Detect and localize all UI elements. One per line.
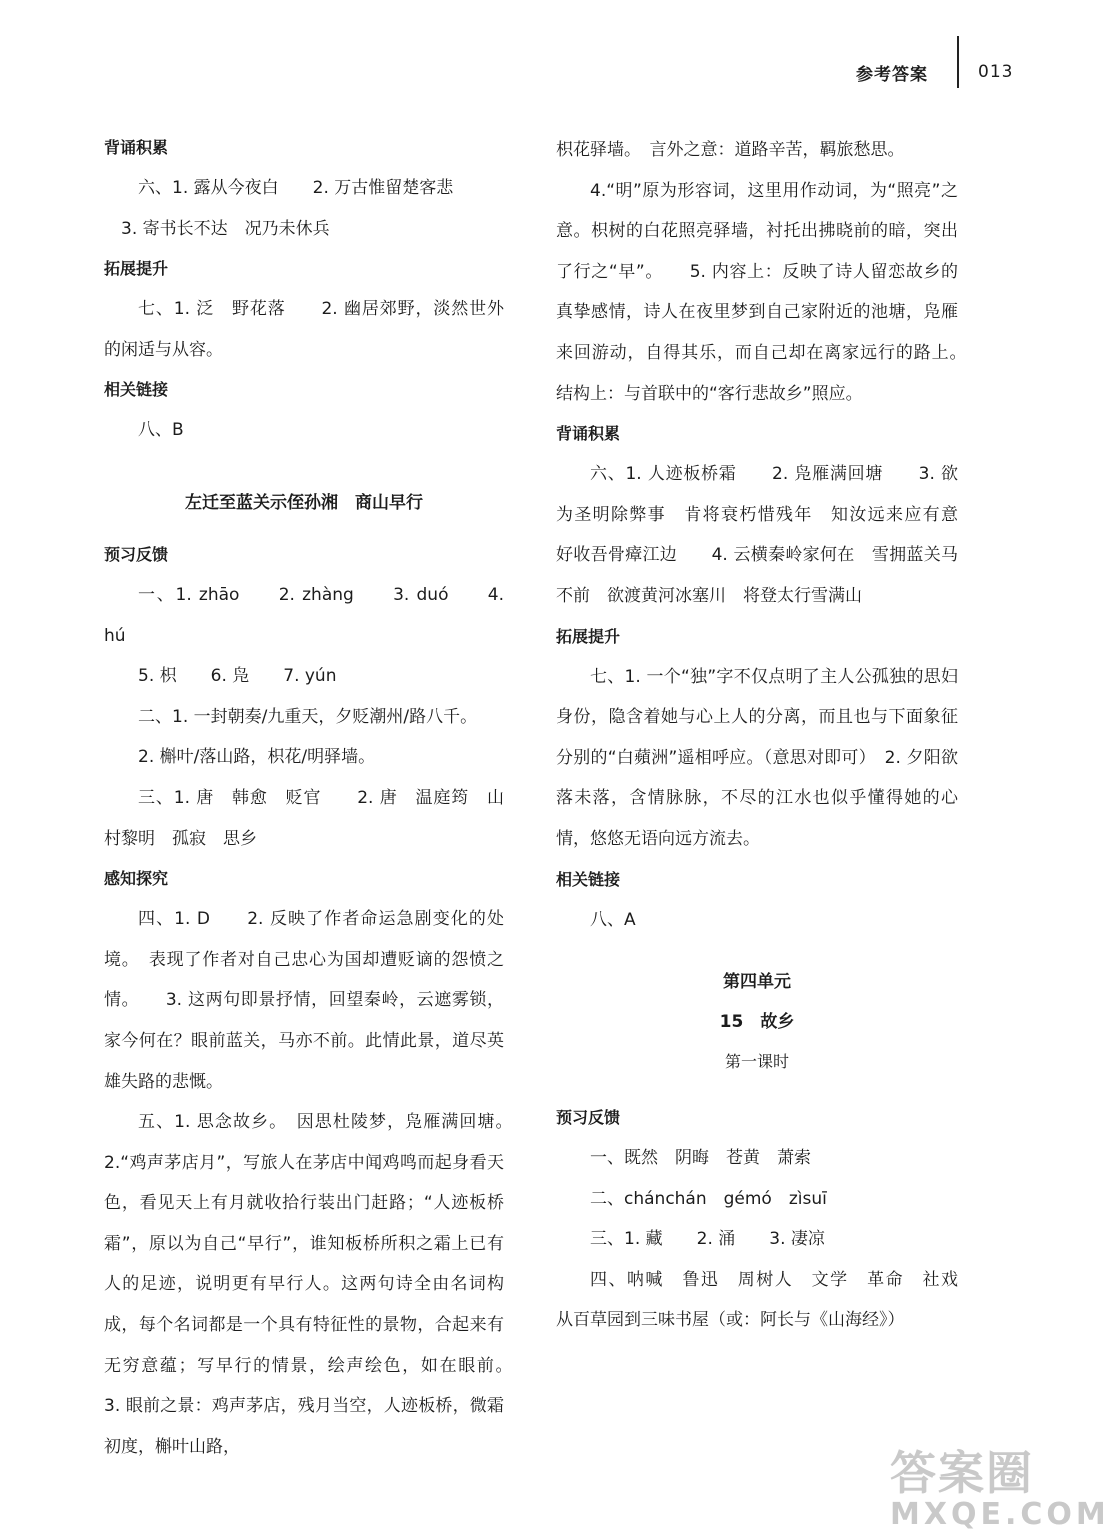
answer-paragraph: 七、1. 泛 野花落 2. 幽居郊野，淡然世外的闲适与从容。 bbox=[104, 299, 504, 360]
answer-paragraph: 四、1. D 2. 反映了作者命运急剧变化的处境。 表现了作者对自己忠心为国却遭贬谪的怨愤之情。 3. 这两句即景抒情，回望秦岭，云遮雾锁，家今何在？眼前蓝关，马亦不前。此情此景，道尽英雄失路的悲慨。 bbox=[104, 909, 504, 1092]
answer-paragraph: 四、呐喊 鲁迅 周树人 文学 革命 社戏 从百草园到三味书屋（或：阿长与《山海经》） bbox=[556, 1269, 975, 1331]
section-heading: 背诵积累 bbox=[556, 424, 621, 444]
header-title: 参考答案 bbox=[856, 65, 928, 85]
lesson-title: 左迁至蓝关示侄孙湘 商山早行 bbox=[185, 492, 423, 513]
answer-paragraph: 七、1. 一个“独”字不仅点明了主人公孤独的思妇身份，隐含着她与心上人的分离，而且也与下面象征分别的“白蘋洲”遥相呼应。（意思对即可） 2. 夕阳欲落未落，含情脉脉，不尽的江水也似乎懂得她的心情，悠悠无语向远方流去。 bbox=[556, 666, 958, 849]
answer-paragraph: 3. 寄书长不达 况乃未休兵 bbox=[104, 218, 330, 239]
section-heading: 相关链接 bbox=[556, 869, 621, 889]
answer-paragraph: 五、1. 思念故乡。 因思杜陵梦，凫雁满回塘。 2.“鸡声茅店月”，写旅人在茅店中闻鸡鸣而起身看天色，看见天上有月就收拾行装出门赶路；“人迹板桥霜”，原以为自己“早行”，谁知板桥所积之霜上已有人的足迹，说明更有早行人。这两句诗全由名词构成，每个名词都是一个具有特征性的景物，合起来有无穷意蕴；写早行的情景，绘声绘色，如在眼前。 3. 眼前之景：鸡声茅店，残月当空，人迹板桥，微霜初度，槲叶山路， bbox=[104, 1112, 538, 1457]
section-heading: 预习反馈 bbox=[104, 544, 169, 564]
answer-paragraph: 八、A bbox=[590, 909, 636, 930]
answer-paragraph: 4.“明”原为形容词，这里用作动词，为“照亮”之意。枳树的白花照亮驿墙，衬托出拂晓前的暗，突出了行之“早”。 5. 内容上：反映了诗人留恋故乡的真挚感情，诗人在夜里梦到自己家附近的池塘，凫雁来回游动，自得其乐，而自己却在离家远行的路上。 结构上：与首联中的“客行悲故乡”照应。 bbox=[556, 180, 975, 404]
answer-paragraph: 2. 槲叶/落山路，枳花/明驿墙。 bbox=[138, 747, 376, 768]
left-column bbox=[104, 128, 538, 1467]
answer-paragraph: 三、1. 唐 韩愈 贬官 2. 唐 温庭筠 山村黎明 孤寂 思乡 bbox=[104, 787, 504, 849]
answer-paragraph: 六、1. 人迹板桥霜 2. 凫雁满回塘 3. 欲为圣明除弊事 肯将衰朽惜残年 知汝远来应有意 好收吾骨瘴江边 4. 云横秦岭家何在 雪拥蓝关马不前 欲渡黄河冰塞川 将登太行雪满山 bbox=[556, 464, 975, 606]
answer-paragraph: 六、1. 露从今夜白 2. 万古惟留楚客悲 bbox=[138, 178, 454, 198]
section-heading: 相关链接 bbox=[104, 380, 169, 400]
answer-paragraph: 枳花驿墙。 言外之意：道路辛苦，羁旅愁思。 bbox=[556, 140, 905, 160]
section-heading: 拓展提升 bbox=[104, 259, 169, 279]
section-heading: 预习反馈 bbox=[556, 1108, 621, 1128]
answer-paragraph: 二、chánchán gémó zìsuī bbox=[590, 1188, 827, 1209]
answer-paragraph: 三、1. 藏 2. 涌 3. 凄凉 bbox=[590, 1229, 825, 1250]
lesson-subtitle: 第一课时 bbox=[724, 1052, 789, 1072]
answer-paragraph: 一、既然 阴晦 苍黄 萧索 bbox=[590, 1148, 811, 1169]
right-column bbox=[556, 130, 975, 1341]
watermark-logo bbox=[890, 1446, 1110, 1534]
section-heading: 感知探究 bbox=[104, 869, 169, 889]
answer-paragraph: 二、1. 一封朝奏/九重天，夕贬潮州/路八千。 bbox=[138, 706, 478, 727]
watermark-url: MXQE.COM bbox=[890, 1497, 1110, 1532]
unit-title: 第四单元 bbox=[723, 972, 791, 993]
answer-paragraph: 八、B bbox=[138, 420, 184, 441]
page-number: 013 bbox=[978, 62, 1014, 82]
answer-paragraph: 5. 枳 6. 凫 7. yún bbox=[138, 666, 337, 687]
answer-paragraph: 一、1. zhāo 2. zhàng 3. duó 4. hú bbox=[104, 584, 504, 646]
section-heading: 拓展提升 bbox=[556, 626, 621, 646]
watermark-text: 答案圈 bbox=[890, 1446, 1034, 1500]
section-heading: 背诵积累 bbox=[104, 138, 169, 157]
header-divider bbox=[957, 36, 959, 88]
lesson-title: 15 故乡 bbox=[719, 1012, 795, 1033]
